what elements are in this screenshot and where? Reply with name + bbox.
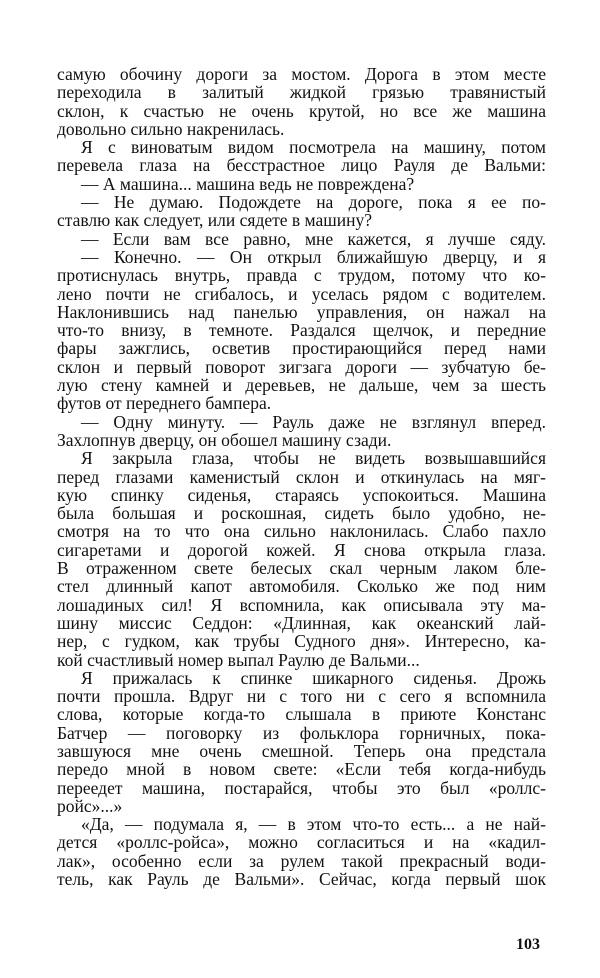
text-line: лено почти не сгибалось, и уселась рядом с водителем.	[57, 283, 546, 304]
text-line: ставлю как следует, или сядете в машину?	[57, 210, 372, 231]
text-line: протиснулась внутрь, правда с трудом, потому что ко-	[57, 265, 546, 286]
text-line: лак», особенно если за рулем такой прекрасный води-	[57, 850, 546, 871]
body-text	[57, 65, 546, 888]
text-line: сигаретами и дорогой кожей. Я снова открыла глаза.	[57, 539, 546, 560]
text-line: шину миссис Седдон: «Длинная, как океанский лай-	[57, 612, 546, 633]
text-line: футов от переднего бампера.	[57, 393, 272, 414]
text-line: склон, к счастью не очень крутой, но все же машина	[57, 100, 546, 121]
text-line: Батчер — поговорку из фольклора горничных, пока-	[57, 722, 546, 743]
text-line: была большая и роскошная, сидеть было удобно, не-	[57, 503, 546, 524]
text-line: кой счастливый номер выпал Раулю де Вальми...	[57, 649, 420, 670]
text-line: завшуюся мне очень смешной. Теперь она предстала	[57, 740, 546, 761]
text-line: — Не думаю. Подождете на дороге, пока я ее по-	[81, 192, 546, 213]
text-line: перевела глаза на бесстрастное лицо Рауля де Вальми:	[57, 155, 546, 176]
text-line: «Да, — подумала я, — в этом что-то есть... а не най-	[81, 814, 546, 835]
text-line: лую стену камней и деревьев, не дальше, чем за шесть	[57, 375, 546, 396]
text-line: Захлопнув дверцу, он обошел машину сзади.	[57, 429, 392, 450]
text-line: склон и первый поворот зигзага дороги — зубчатую бе-	[57, 356, 546, 377]
text-line: Я с виноватым видом посмотрела на машину, потом	[81, 137, 546, 158]
text-line: самую обочину дороги за мостом. Дорога в этом месте	[57, 64, 546, 84]
text-line: фары зажглись, осветив простирающийся перед нами	[57, 338, 546, 359]
text-line: Я прижалась к спинке шикарного сиденья. Дрожь	[81, 667, 546, 688]
text-line: кую спинку сиденья, стараясь успокоиться. Машина	[57, 484, 546, 505]
text-line: передо мной в новом свете: «Если тебя когда-нибудь	[57, 759, 546, 780]
page-number: 103	[516, 936, 540, 953]
text-line: переходила в залитый жидкой грязью травянистый	[57, 82, 546, 103]
text-line: довольно сильно накренилась.	[57, 118, 285, 139]
text-line: стел длинный капот автомобиля. Сколько же под ним	[57, 576, 546, 597]
text-line: почти прошла. Вдруг ни с того ни с сего я вспомнила	[57, 686, 546, 707]
text-line: ройс»...»	[57, 795, 123, 816]
text-line: лошадиных сил! Я вспомнила, как описывала эту ма-	[57, 594, 546, 615]
text-line: — Конечно. — Он открыл ближайшую дверцу, и я	[81, 246, 546, 267]
text-line: Наклонившись над панелью управления, он нажал на	[57, 301, 546, 322]
text-line: смотря на то что она сильно наклонилась. Слабо пахло	[57, 521, 546, 542]
text-line: Я закрыла глаза, чтобы не видеть возвышавшийся	[81, 448, 546, 469]
text-line: дется «роллс-ройса», можно согласиться и на «кадил-	[57, 832, 546, 853]
text-line: — Одну минуту. — Рауль даже не взглянул вперед.	[81, 411, 546, 432]
text-line: переедет машина, постарайся, чтобы это был «роллс-	[57, 777, 546, 798]
text-line: слова, которые когда-то слышала в приюте Констанс	[57, 704, 546, 725]
text-line: перед глазами каменистый склон и откинулась на мяг-	[57, 466, 546, 487]
text-line: — А машина... машина ведь не повреждена?	[81, 173, 415, 194]
text-line: что-то внизу, в темноте. Раздался щелчок, и передние	[57, 320, 546, 341]
text-line: В отраженном свете белесых скал черным лаком бле-	[57, 558, 546, 579]
text-line: тель, как Рауль де Вальми». Сейчас, когда первый шок	[57, 869, 546, 890]
text-line: нер, с гудком, как трубы Судного дня». Интересно, ка-	[57, 631, 546, 652]
text-line: — Если вам все равно, мне кажется, я лучше сяду.	[81, 228, 546, 249]
